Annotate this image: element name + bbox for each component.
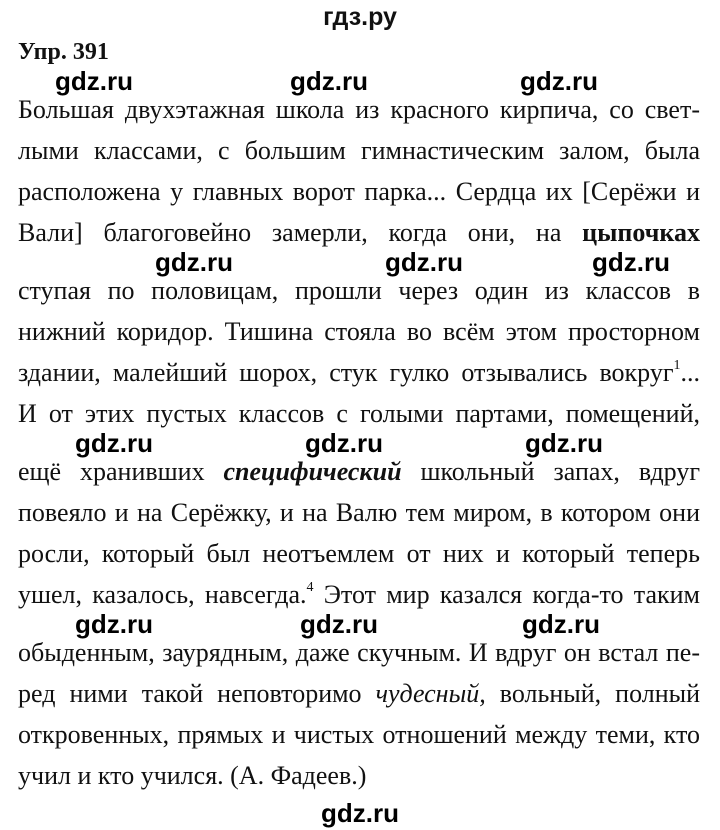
footnote-marker: 4 xyxy=(306,580,314,595)
watermark: gdz.ru xyxy=(300,609,378,639)
text-line xyxy=(18,581,700,609)
text-segment: Этот мир казался когда-то таким xyxy=(313,580,700,609)
text-segment: ступая по половицам, прошли через один из классов в xyxy=(18,276,700,305)
watermark: gdz.ru xyxy=(75,428,153,458)
text-segment: ... xyxy=(680,358,700,387)
text-line xyxy=(18,721,700,749)
text-segment: школьный запах, вдруг xyxy=(401,457,700,486)
site-header: гдз.ру xyxy=(323,3,397,31)
text-segment: здании, малейший шорох, стук гулко отзывались вокруг xyxy=(18,358,674,387)
watermark: gdz.ru xyxy=(385,247,463,277)
text-line xyxy=(18,178,700,206)
text-line xyxy=(18,318,700,346)
watermark: gdz.ru xyxy=(520,66,598,96)
text-segment: повеяло и на Серёжку, и на Валю тем миром, в котором они xyxy=(18,498,700,527)
text-segment: обыденным, заурядным, даже скучным. И вдруг он встал пе- xyxy=(18,638,700,667)
text-segment: И от этих пустых классов с голыми партами, помещений, xyxy=(18,399,700,428)
watermark: gdz.ru xyxy=(525,428,603,458)
text-line xyxy=(18,499,700,527)
text-segment: лыми классами, с большим гимнастическим залом, была xyxy=(18,136,700,165)
text-line xyxy=(18,680,700,708)
text-line xyxy=(18,359,700,387)
text-line xyxy=(18,137,700,165)
footnote-marker: 1 xyxy=(673,358,681,373)
text-line xyxy=(18,762,700,790)
text-segment: вольный, полный xyxy=(485,679,701,708)
watermark: gdz.ru xyxy=(592,247,670,277)
text-segment: откровенных, прямых и чистых отношений между теми, кто xyxy=(18,720,700,749)
emphasized-word: цыпочках xyxy=(582,218,700,247)
text-line xyxy=(18,96,700,124)
watermark: gdz.ru xyxy=(75,609,153,639)
footer-watermark: gdz.ru xyxy=(321,798,399,828)
emphasized-word: чудесный, xyxy=(375,679,486,708)
text-segment: росли, который был неотъемлем от них и который теперь xyxy=(18,539,700,568)
text-line xyxy=(18,458,700,486)
emphasized-word: специфический xyxy=(223,457,402,486)
watermark: gdz.ru xyxy=(55,66,133,96)
watermark: gdz.ru xyxy=(522,609,600,639)
text-segment: учил и кто учился. (А. Фадеев.) xyxy=(18,761,367,790)
text-line xyxy=(18,277,700,305)
text-line xyxy=(18,400,700,428)
text-segment: Вали] благоговейно замерли, когда они, на xyxy=(18,218,583,247)
text-segment: Большая двухэтажная школа из красного кирпича, со свет- xyxy=(18,95,700,124)
watermark: gdz.ru xyxy=(290,66,368,96)
exercise-title: Упр. 391 xyxy=(18,39,109,65)
text-segment: расположена у главных ворот парка... Сердца их [Серёжи и xyxy=(18,177,700,206)
text-segment: нижний коридор. Тишина стояла во всём этом просторном xyxy=(18,317,700,346)
text-line xyxy=(18,639,700,667)
text-segment: ещё хранивших xyxy=(18,457,224,486)
text-line xyxy=(18,219,700,247)
text-segment: ред ними такой неповторимо xyxy=(18,679,376,708)
watermark: gdz.ru xyxy=(155,247,233,277)
text-segment: ушел, казалось, навсегда. xyxy=(18,580,307,609)
watermark: gdz.ru xyxy=(305,428,383,458)
text-line xyxy=(18,540,700,568)
